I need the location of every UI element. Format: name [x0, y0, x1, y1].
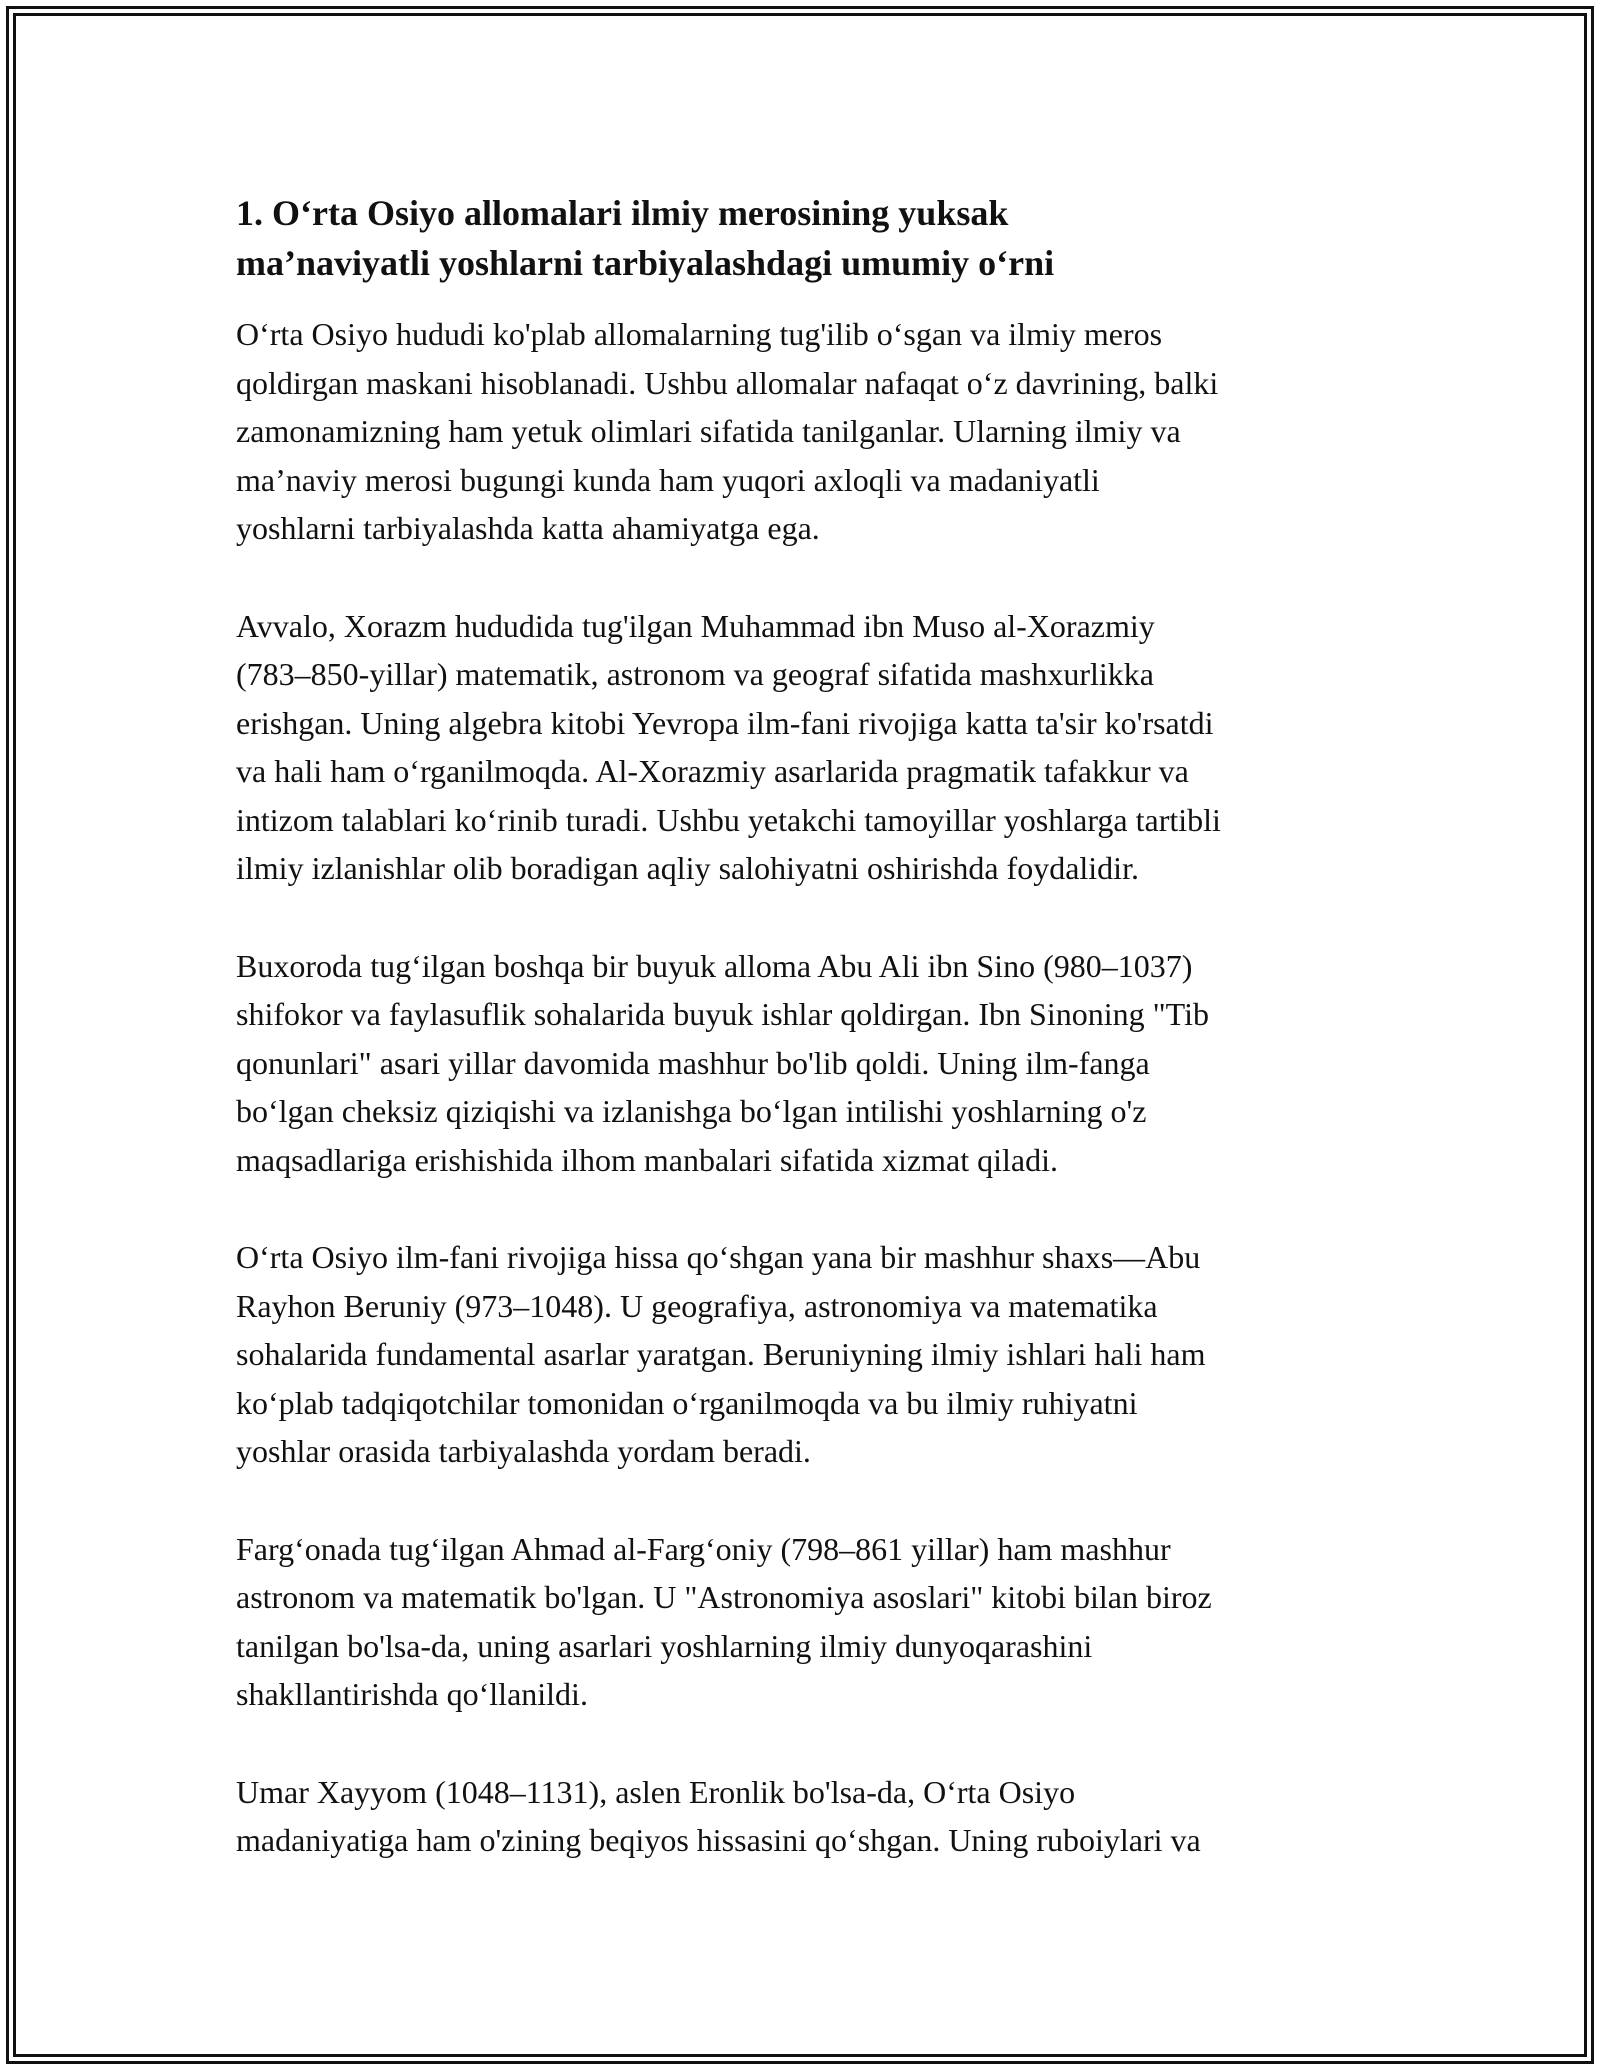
paragraph-line: intizom talablari ko‘rinib turadi. Ushbu yetakchi tamoyillar yoshlarga tartibli: [236, 801, 1221, 838]
section-heading: [236, 188, 1376, 288]
paragraph-line: yoshlar orasida tarbiyalashda yordam beradi.: [236, 1433, 811, 1469]
paragraph-line: qoldirgan maskani hisoblanadi. Ushbu allomalar nafaqat o‘z davrining, balki: [236, 364, 1219, 401]
paragraph-line: Avvalo, Xorazm hududida tug'ilgan Muhammad ibn Muso al-Xorazmiy: [236, 607, 1155, 644]
paragraph-line: yoshlarni tarbiyalashda katta ahamiyatga ega.: [236, 510, 820, 546]
paragraph-line: va hali ham o‘rganilmoqda. Al-Xorazmiy asarlarida pragmatik tafakkur va: [236, 753, 1189, 789]
paragraph-line: astronom va matematik bo'lgan. U "Astronomiya asoslari" kitobi bilan biroz: [236, 1579, 1212, 1615]
paragraph-line: ko‘plab tadqiqotchilar tomonidan o‘rganilmoqda va bu ilmiy ruhiyatni: [236, 1384, 1138, 1421]
paragraph-line: shifokor va faylasuflik sohalarida buyuk ishlar qoldirgan. Ibn Sinoning "Tib: [236, 996, 1209, 1032]
paragraph-line: madaniyatiga ham o'zining beqiyos hissasini qo‘shgan. Uning ruboiylari va: [236, 1822, 1201, 1858]
paragraph: [236, 942, 1376, 1185]
document-content: [236, 188, 1376, 1914]
paragraph-line: (783–850-yillar) matematik, astronom va geograf sifatida mashxurlikka: [236, 656, 1154, 692]
heading-line: ma’naviyatli yoshlarni tarbiyalashdagi umumiy o‘rni: [236, 243, 1055, 283]
paragraph: [236, 1525, 1376, 1719]
paragraph-line: O‘rta Osiyo hududi ko'plab allomalarning tug'ilib o‘sgan va ilmiy meros: [236, 316, 1163, 352]
paragraph-line: ma’naviy merosi bugungi kunda ham yuqori axloqli va madaniyatli: [236, 461, 1100, 498]
heading-line: 1. O‘rta Osiyo allomalari ilmiy merosining yuksak: [236, 193, 1009, 233]
paragraph-line: Buxoroda tug‘ilgan boshqa bir buyuk alloma Abu Ali ibn Sino (980–1037): [236, 947, 1193, 984]
paragraph: [236, 1768, 1376, 1865]
paragraph-line: zamonamizning ham yetuk olimlari sifatida tanilganlar. Ularning ilmiy va: [236, 413, 1181, 449]
paragraph-line: Rayhon Beruniy (973–1048). U geografiya, astronomiya va matematika: [236, 1287, 1158, 1324]
paragraph-line: bo‘lgan cheksiz qiziqishi va izlanishga bo‘lgan intilishi yoshlarning o'z: [236, 1093, 1147, 1129]
paragraph: [236, 310, 1376, 553]
paragraph-line: erishgan. Uning algebra kitobi Yevropa ilm-fani rivojiga katta ta'sir ko'rsatdi: [236, 704, 1214, 741]
paragraph-line: O‘rta Osiyo ilm-fani rivojiga hissa qo‘shgan yana bir mashhur shaxs—Abu: [236, 1239, 1201, 1275]
paragraph: [236, 602, 1376, 893]
paragraph-line: ilmiy izlanishlar olib boradigan aqliy salohiyatni oshirishda foydalidir.: [236, 850, 1139, 886]
paragraph-line: sohalarida fundamental asarlar yaratgan. Beruniyning ilmiy ishlari hali ham: [236, 1336, 1206, 1372]
paragraph-line: Umar Xayyom (1048–1131), aslen Eronlik bo'lsa-da, O‘rta Osiyo: [236, 1773, 1076, 1810]
paragraph-line: qonunlari" asari yillar davomida mashhur bo'lib qoldi. Uning ilm-fanga: [236, 1044, 1150, 1081]
paragraph-line: shakllantirishda qo‘llanildi.: [236, 1676, 588, 1712]
paragraph-line: maqsadlariga erishishida ilhom manbalari sifatida xizmat qiladi.: [236, 1141, 1058, 1178]
paragraph: [236, 1233, 1376, 1476]
paragraph-line: Farg‘onada tug‘ilgan Ahmad al-Farg‘oniy (798–861 yillar) ham mashhur: [236, 1530, 1171, 1567]
paragraph-line: tanilgan bo'lsa-da, uning asarlari yoshlarning ilmiy dunyoqarashini: [236, 1627, 1093, 1664]
